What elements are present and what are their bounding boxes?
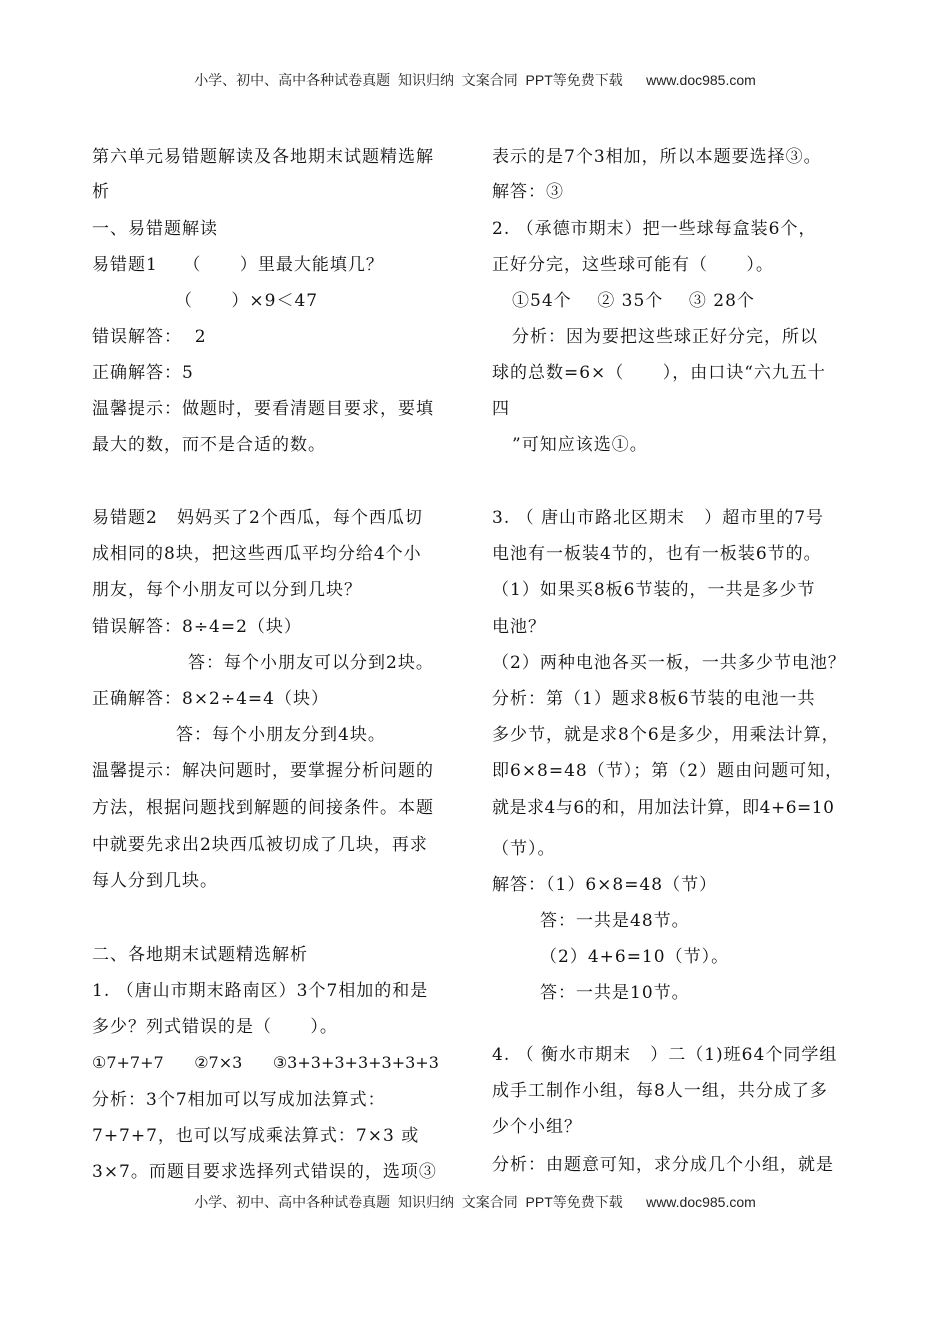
text-line: 成手工制作小组，每8人一组，共分成了多: [492, 1081, 828, 1101]
text-line: 即6×8=48（节）；第（2）题由问题可知，: [492, 761, 844, 781]
text-line: （ ）×9＜47: [175, 291, 319, 311]
text-line: 朋友，每个小朋友可以分到几块？: [92, 580, 362, 600]
text-line: （节）。: [492, 839, 556, 859]
text-line: 答：一共是10节。: [540, 983, 690, 1003]
text-line: （1）如果买8板6节装的，一共是多少节: [492, 580, 816, 600]
text-line: 四: [492, 399, 510, 419]
text-line: 温馨提示：解决问题时，要掌握分析问题的: [92, 761, 434, 781]
title-line: 析: [92, 182, 110, 202]
section-heading: 二、各地期末试题精选解析: [92, 945, 308, 965]
section-heading: 一、易错题解读: [92, 219, 218, 239]
text-line: 答：每个小朋友可以分到2块。: [188, 653, 434, 673]
text-line: 分析：由题意可知，求分成几个小组，就是: [492, 1155, 834, 1175]
text-line: 正确解答：5: [92, 363, 194, 383]
text-line: 3×7。而题目要求选择列式错误的，选项③: [92, 1162, 437, 1182]
text-line: 表示的是7个3相加，所以本题要选择③。: [492, 147, 822, 167]
text-line: 2. （承德市期末）把一些球每盒装6个，: [492, 219, 817, 239]
text-line: 电池有一板装4节的，也有一板装6节的。: [492, 544, 822, 564]
page-footer: 小学、初中、高中各种试卷真题 知识归纳 文案合同 PPT等免费下载 www.doc985.com: [194, 1194, 756, 1210]
text-line: 球的总数=6×（ ），由口诀“六九五十: [492, 363, 826, 383]
text-line: 多少？列式错误的是（ ）。: [92, 1017, 338, 1037]
text-line: 正确解答：8×2÷4=4（块）: [92, 689, 329, 709]
text-line: 1. （唐山市期末路南区）3个7相加的和是: [92, 981, 429, 1001]
text-line: 多少节，就是求8个6是多少，用乘法计算，: [492, 725, 840, 745]
text-line: 电池？: [492, 617, 546, 637]
text-line: 错误解答：8÷4=2（块）: [92, 617, 302, 637]
text-line: （2）两种电池各买一板，一共多少节电池？: [492, 653, 846, 673]
text-line: 答：一共是48节。: [540, 911, 690, 931]
text-line: 4. （ 衡水市期末 ）二（1)班64个同学组: [492, 1045, 838, 1065]
text-line: 易错题2 妈妈买了2个西瓜，每个西瓜切: [92, 508, 423, 528]
text-line: 答：每个小朋友分到4块。: [176, 725, 386, 745]
title-line: 第六单元易错题解读及各地期末试题精选解: [92, 147, 434, 167]
options-line: ①54个 ② 35个 ③ 28个: [512, 291, 755, 311]
text-line: 分析：因为要把这些球正好分完，所以: [512, 327, 818, 347]
text-line: 每人分到几块。: [92, 871, 218, 891]
page-header: 小学、初中、高中各种试卷真题 知识归纳 文案合同 PPT等免费下载 www.doc985.com: [194, 72, 756, 88]
text-line: 分析：3个7相加可以写成加法算式：: [92, 1090, 386, 1110]
text-line: 方法，根据问题找到解题的间接条件。本题: [92, 798, 434, 818]
text-line: 成相同的8块，把这些西瓜平均分给4个小: [92, 544, 422, 564]
text-line: 易错题1 （ ）里最大能填几？: [92, 255, 384, 275]
text-line: 中就要先求出2块西瓜被切成了几块，再求: [92, 835, 428, 855]
text-line: 最大的数，而不是合适的数。: [92, 435, 326, 455]
text-line: 正好分完，这些球可能有（ ）。: [492, 255, 774, 275]
text-line: （2）4+6=10（节）。: [540, 947, 730, 967]
text-line: 解答：③: [492, 182, 564, 202]
options-line: ①7+7+7 ②7×3 ③3+3+3+3+3+3+3: [92, 1053, 439, 1072]
text-line: 错误解答： 2: [92, 327, 207, 347]
text-line: 少个小组？: [492, 1117, 582, 1137]
text-line: 解答：（1）6×8=48（节）: [492, 875, 718, 895]
text-line: 温馨提示：做题时，要看清题目要求，要填: [92, 399, 434, 419]
text-line: ”可知应该选①。: [512, 435, 648, 455]
text-line: 就是求4与6的和，用加法计算，即4+6=10: [492, 798, 835, 818]
text-line: 3. （ 唐山市路北区期末 ）超市里的7号: [492, 508, 825, 528]
text-line: 分析：第（1）题求8板6节装的电池一共: [492, 689, 816, 709]
text-line: 7+7+7，也可以写成乘法算式：7×3 或: [92, 1126, 420, 1146]
